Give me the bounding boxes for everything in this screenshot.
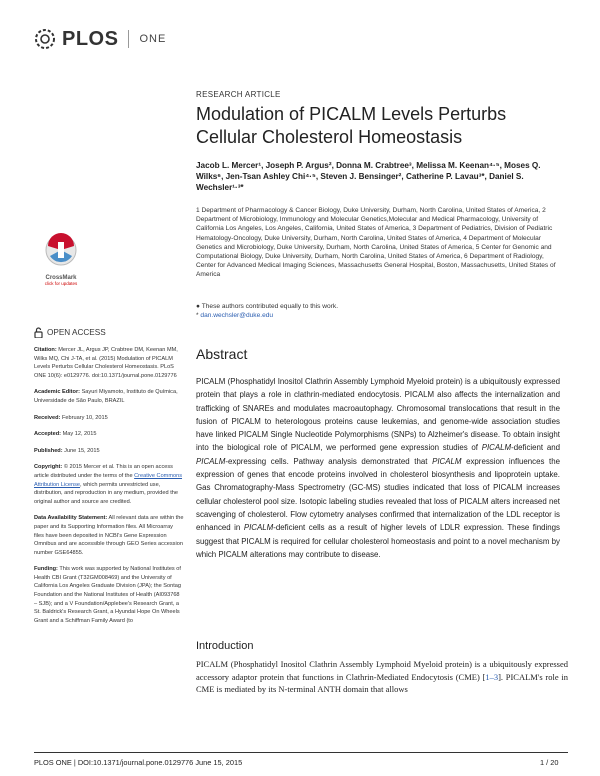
logo-divider [128,30,129,48]
footer-citation: PLOS ONE | DOI:10.1371/journal.pone.0129776 June 15, 2015 [34,758,243,767]
equal-contribution-note: ● These authors contributed equally to this work. [196,303,339,310]
open-access-badge [34,327,106,338]
funding: Funding: This work was supported by National Institutes of Health CBI Grant (T32GM008469) and the University of California Los Angeles Graduate Division (JPA); the Sontag Foundation and the National Institutes of Health (AI093768 – SJB); and a V Foundation/Applebee's Research Grant, a St. Baldrick's Research Grant, a Hyundai Hope On Wheels Grant and a Schiffman Family Award (to [34,566,181,624]
footer-rule [34,752,568,753]
author-list[interactable]: Jacob L. Mercer¹, Joseph P. Argus², Donna M. Crabtree³, Melissa M. Keenan⁴·⁵, Moses Q. Wilks⁶, Jen-Tsan Ashley Chi⁴·⁵, Steven J. Bensinger², Catherine P. Lavau³*, Daniel S. Wechsler¹·³* [196,161,541,192]
data-availability: Data Availability Statement: All relevant data are within the paper and its Supporting Information files. All Microarray files have been deposited in NCBI's Gene Expression Omnibus and are accessible through GEO Series accession number GSE64855. [34,515,184,556]
crossmark-badge[interactable] [36,232,86,286]
crossmark-label: CrossMark [45,275,77,281]
journal-name: ONE [139,33,167,45]
reference-link[interactable]: 1–3 [485,671,499,682]
license-link[interactable]: Creative Commons Attribution License [34,472,183,488]
corresponding-email: * dan.wechsler@duke.edu [196,312,274,320]
publisher-name: PLOS [62,27,119,50]
open-access-label: OPEN ACCESS [47,328,106,337]
plos-mark-icon [34,28,56,50]
introduction-text: PICALM (Phosphatidyl Inositol Clathrin Assembly Lymphoid Myeloid protein) is a ubiquitously expressed accessory adaptor protein that functions in Clathrin-Mediated Endocytosis (CME) [1–3]. PICALM's role in CME is mediated by its N-terminal ANTH domain that allows [196,659,568,695]
accepted-date: Accepted: May 12, 2015 [34,431,97,438]
affiliations: 1 Department of Pharmacology & Cancer Biology, Duke University, Durham, North Carolina, United States of America, 2 Department of Microbiology, Immunology and Molecular Genetics,Molecular and Medical Pharmacology, University of California Los Angeles, Los Angeles, California, United States of America, 3 Department of Pediatrics, Division of Pediatric Hematology-Oncology, Duke University, Durham, North Carolina, United States of America, 4 Department of Molecular Genetics and Microbiology, Duke University, Durham, North Carolina, United States of America, 5 Center for Genomic and Computational Biology, Duke University, Durham, North Carolina, United States of America, 6 Department of Radiology, Center for Advanced Medical Imaging Sciences, Massachusetts General Hospital, Boston, Massachusetts, United States of America [196,207,556,279]
article-type: RESEARCH ARTICLE [196,90,281,99]
published-date: Published: June 15, 2015 [34,447,100,454]
abstract-heading: Abstract [196,346,248,362]
abstract-text: PICALM (Phosphatidyl Inositol Clathrin Assembly Lymphoid Myeloid protein) is a ubiquitously expressed protein that plays a role in clathrin-mediated endocytosis. PICALM also affects the internalization and trafficking of SNAREs and modulates macroautophagy. Chromosomal translocations that result in the fusion of PICALM to heterologous proteins cause leukemias, and genome-wide association studies have linked PICALM Single Nucleotide Polymorphisms (SNPs) to Alzheimer's disease. To obtain insight into the biological role of PICALM, we performed gene expression studies of PICALM-deficient and PICALM-expressing cells. Pathway analysis demonstrated that PICALM expression influences the expression of genes that encode proteins involved in cholesterol biosynthesis and lipoprotein uptake. Gas Chromatography-Mass Spectrometry (GC-MS) studies indicated that loss of PICALM increases cellular cholesterol pool size. Isotopic labeling studies revealed that loss of PICALM alters increased net scavenging of cholesterol. Flow cytometry analyses confirmed that internalization of the LDL receptor is enhanced in PICALM-deficient cells as a result of higher levels of LDLR expression. These findings suggest that PICALM is required for cellular cholesterol homeostasis and point to a novel mechanism by which PICALM alterations may contribute to disease. [196,377,560,559]
email-link[interactable]: dan.wechsler@duke.edu [200,312,274,320]
crossmark-icon [36,232,86,270]
article-title: Modulation of PICALM Levels Perturbs Cellular Cholesterol Homeostasis [196,104,507,147]
academic-editor: Academic Editor: Sayuri Miyamoto, Instituto de Química, Universidade de São Paulo, BRAZIL [34,389,178,404]
open-lock-icon [34,327,43,338]
crossmark-sublabel: click for updates [44,281,78,286]
citation: Citation: Mercer JL, Argus JP, Crabtree DM, Keenan MM, Wilks MQ, Chi J-TA, et al. (2015) Modulation of PICALM Levels Perturbs Cellular Cholesterol Homeostasis. PLoS ONE 10(6): e0129776. doi:10.1371/journal.pone.0129776 [34,347,178,379]
page-number: 1 / 20 [540,758,559,767]
plos-logo [34,26,166,52]
copyright: Copyright: © 2015 Mercer et al. This is an open access article distributed under the terms of the Creative Commons Attribution License, which permits unrestricted use, distribution, and reproduction in any medium, provided the original author and source are credited. [34,464,183,505]
received-date: Received: February 10, 2015 [34,414,108,421]
sidebar [34,346,184,633]
introduction-heading: Introduction [196,640,254,652]
author-notes [196,302,556,321]
